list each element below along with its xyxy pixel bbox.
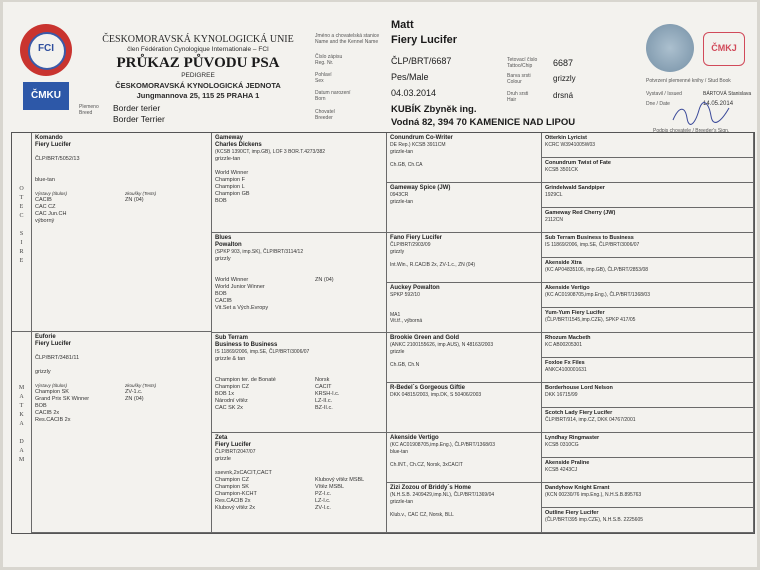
great-grandparent-cell bbox=[387, 283, 542, 333]
show-titles bbox=[35, 190, 125, 225]
title-line: Vítěz MSBL bbox=[315, 484, 345, 490]
label-born: Datum narození Born bbox=[315, 90, 351, 102]
titles-block bbox=[35, 190, 208, 225]
pedigree-line: Vit.Set a Vých.Evropy bbox=[215, 305, 269, 311]
title-line: zkoušky (Tests) bbox=[125, 191, 157, 196]
pedigree-line bbox=[35, 170, 208, 177]
dog-name-line2: Fiery Lucifer bbox=[391, 34, 458, 46]
pedigree-line bbox=[215, 163, 315, 170]
ancestor-name: Brookie Green and Gold bbox=[390, 335, 460, 341]
title-line bbox=[315, 249, 334, 256]
title-line: ZV-I.c. bbox=[315, 505, 331, 511]
great-great-grandparent-cell bbox=[542, 233, 754, 258]
ancestor-name: Sub Terram Business to Business bbox=[545, 235, 634, 241]
ancestor-name: Grindelwald Sandpiper bbox=[545, 185, 605, 191]
dog-birth-date: 04.03.2014 bbox=[391, 88, 437, 98]
grandparent-details bbox=[215, 435, 315, 512]
label-issued: Vystavil / Issued bbox=[646, 91, 682, 97]
side-letter: E bbox=[19, 258, 24, 264]
pedigree-line: World Junior Winner bbox=[215, 284, 265, 290]
great-great-grandparent-cell bbox=[542, 458, 754, 483]
breeder-name: KUBÍK Zbyněk ing. bbox=[391, 104, 477, 115]
pedigree-line: Champion-KCHT bbox=[215, 491, 257, 497]
great-grandparent-cell bbox=[387, 133, 542, 183]
pedigree-line: 1929CL bbox=[545, 192, 563, 198]
pedigree-line: (KC AP04835106, imp.GB), ČLP/BRT/2853/08 bbox=[545, 267, 649, 273]
pedigree-line: Fiery Lucifer bbox=[35, 142, 72, 148]
association-name: ČESKOMORAVSKÁ KYNOLOGICKÁ JEDNOTA bbox=[115, 81, 281, 90]
title-line: ZN (04) bbox=[125, 396, 144, 402]
pedigree-line: 0943CR bbox=[390, 192, 409, 198]
ancestor-name: Gameway Spice (JW) bbox=[390, 185, 451, 191]
title-line bbox=[315, 335, 339, 342]
issued-by: BÁRTOVÁ Stanislava bbox=[703, 91, 752, 97]
pedigree-line: grizzly bbox=[390, 248, 405, 255]
label-reg: Číslo zápisu Reg. Nr. bbox=[315, 54, 343, 66]
title-line: PZ-I.c. bbox=[315, 491, 332, 497]
pedigree-line: Fiery Lucifer bbox=[35, 341, 72, 347]
pedigree-line: Vit.tř., výborná bbox=[390, 318, 423, 324]
ancestor-name: Auckey Powalton bbox=[390, 285, 440, 291]
grandparent-content bbox=[215, 135, 383, 205]
side-letter: A bbox=[19, 394, 24, 400]
pedigree-line bbox=[35, 362, 208, 369]
title-line: Grand Prix SK Winner bbox=[35, 396, 90, 402]
title-line: Res.CACIB 2x bbox=[35, 417, 71, 423]
grandparent-cell bbox=[212, 333, 387, 433]
pedigree-line: IS 11869/2006, imp.SE, ČLP/BRT/3006/07 bbox=[545, 242, 640, 248]
label-name: Jméno a chovatelská stanice Name and the Kennel Name bbox=[315, 33, 380, 45]
great-grandparent-cell bbox=[387, 383, 542, 433]
pedigree-line: grizzly bbox=[215, 256, 231, 262]
ancestor-name: Akenside Vertigo bbox=[545, 285, 590, 291]
pedigree-line: Res.CACIB 2x bbox=[215, 498, 251, 504]
pedigree-line: World Winner bbox=[215, 277, 249, 283]
ancestor-name: Scotch Lady Fiery Lucifer bbox=[545, 410, 613, 416]
pedigree-line: DKK 04815/2003, imp.DK, S 50406/2003 bbox=[390, 392, 482, 398]
pedigree-line: grizzly bbox=[35, 369, 51, 375]
pedigree-line: Champion CZ bbox=[215, 477, 249, 483]
title-line: KRSH-I.c. bbox=[315, 391, 340, 397]
pedigree-line: Powalton bbox=[215, 242, 242, 248]
title-line: LZ-I.c. bbox=[315, 498, 331, 504]
grandparent-cell bbox=[212, 233, 387, 333]
title-line: CACIT bbox=[315, 384, 332, 390]
pedigree-line: KCSB 3501CK bbox=[545, 167, 579, 173]
breeder-address: Vodná 82, 394 70 KAMENICE NAD LIPOU bbox=[391, 117, 576, 128]
title-line bbox=[315, 256, 334, 263]
pedigree-line: SPKP 592/10 bbox=[390, 292, 420, 298]
pedigree-line: Champion F bbox=[215, 177, 245, 183]
great-great-grandparent-cell bbox=[542, 383, 754, 408]
pedigree-line: BOB 1x bbox=[215, 391, 234, 397]
side-letter: R bbox=[19, 249, 24, 255]
title-line: CACIB bbox=[35, 197, 52, 203]
pedigree-line: blue-tan bbox=[35, 177, 55, 183]
ancestor-name: Komando bbox=[35, 135, 63, 141]
test-titles bbox=[125, 190, 156, 225]
pedigree-line: BOB bbox=[215, 198, 227, 204]
grandparent-details bbox=[215, 135, 326, 205]
title-line: BZ-II.c. bbox=[315, 405, 333, 411]
title-line bbox=[315, 463, 364, 470]
pedigree-line: (ČLP/BRT/1545,imp.CZE), SPKP 417/05 bbox=[545, 317, 636, 323]
title-line bbox=[315, 470, 364, 477]
association-address: Jungmannova 25, 115 25 PRAHA 1 bbox=[136, 91, 260, 100]
pedigree-line: CACIB bbox=[215, 298, 232, 304]
document-title: PRŮKAZ PŮVODU PSA bbox=[116, 55, 280, 71]
pedigree-line: ČLP/BRT/914, imp.CZ, DKK 04767/2001 bbox=[545, 417, 636, 423]
great-great-grandparent-cell bbox=[542, 508, 754, 533]
title-line bbox=[315, 456, 364, 463]
pedigree-line: (KCN 00230/76 imp.Eng.), N.H.S.B.895763 bbox=[545, 492, 642, 498]
pedigree-line bbox=[35, 149, 208, 156]
pedigree-line: DE Rep.) KCSB 3911CM bbox=[390, 142, 446, 148]
pedigree-line: grizzle-tan bbox=[390, 198, 414, 205]
side-letter: A bbox=[19, 421, 24, 427]
title-line bbox=[315, 442, 364, 449]
dog-name-line1: Matt bbox=[391, 19, 414, 31]
pedigree-line: Klub.v., CAC CZ, Norsk, BLL bbox=[390, 511, 454, 518]
pedigree-line: ANKC4100001631 bbox=[545, 367, 587, 373]
ancestor-name: Foxloe Fx Files bbox=[545, 360, 585, 366]
pedigree-line: (KC AC01908705,imp.Eng.), ČLP/BRT/1368/03 bbox=[545, 292, 650, 298]
side-letter: T bbox=[19, 403, 24, 409]
issue-date: 14.05.2014 bbox=[703, 101, 734, 107]
pedigree-line: KC AB00205301 bbox=[545, 342, 582, 348]
title-line bbox=[315, 263, 334, 270]
great-great-grandparent-cell bbox=[542, 133, 754, 158]
title-line bbox=[315, 342, 339, 349]
title-line: Klubový vítěz MSBL bbox=[315, 477, 365, 483]
great-great-grandparent-cell bbox=[542, 208, 754, 233]
breeder-signature bbox=[671, 101, 734, 126]
pedigree-line: Klubový vítěz 2x bbox=[215, 505, 256, 511]
title-line: výborný bbox=[35, 218, 55, 224]
pedigree-line: ČLP/BRT/3481/11 bbox=[35, 355, 80, 361]
ancestor-name: Dandyhow Knight Errant bbox=[545, 485, 610, 491]
side-letter: S bbox=[19, 231, 24, 237]
stud-book-hologram bbox=[646, 24, 694, 72]
pedigree-line: blue-tan bbox=[390, 448, 409, 455]
pedigree-line: grizzle-tan bbox=[215, 156, 241, 162]
title-line: Champion SK bbox=[35, 389, 69, 395]
label-hair: Druh srsti Hair bbox=[507, 91, 529, 103]
ancestor-name: Akenside Xtra bbox=[545, 260, 582, 266]
dog-sex: Pes/Male bbox=[391, 72, 429, 82]
pedigree-line: ssevnk,2xCACIT,CACT bbox=[215, 470, 272, 476]
label-breeder: Chovatel Breeder bbox=[315, 109, 335, 121]
great-great-grandparent-cell bbox=[542, 433, 754, 458]
pedigree-line bbox=[215, 263, 315, 270]
ancestor-name: Lyndhay Ringmaster bbox=[545, 435, 600, 441]
great-grandparent-cell bbox=[387, 233, 542, 283]
great-grandparent-cell bbox=[387, 433, 542, 483]
pedigree-line: BOB bbox=[215, 291, 227, 297]
grandparent-details bbox=[215, 335, 315, 412]
pedigree-line: grizzle bbox=[390, 348, 405, 355]
breed-en: Border Terrier bbox=[113, 114, 165, 124]
side-sire bbox=[12, 133, 32, 332]
pedigree-line: grizzle-tan bbox=[390, 498, 414, 505]
pedigree-line bbox=[35, 348, 208, 355]
ancestor-name: Euforie bbox=[35, 334, 56, 340]
dog-color: grizzly bbox=[553, 74, 576, 83]
pedigree-line: Business to Business bbox=[215, 342, 278, 348]
official-stamp: ČMKJ bbox=[703, 32, 745, 66]
title-line: CAC Jun.CH bbox=[35, 211, 67, 217]
ancestor-name: Zeta bbox=[215, 435, 228, 441]
side-letter: M bbox=[18, 457, 25, 463]
side-letter: T bbox=[19, 195, 24, 201]
label-tattoo: Tetovací číslo Tattoo/Chip bbox=[507, 57, 538, 69]
great-grandparent-cell bbox=[387, 183, 542, 233]
great-great-grandparent-cell bbox=[542, 333, 754, 358]
ancestor-name: Otterkin Lyricist bbox=[545, 135, 587, 141]
title-line: Norsk bbox=[315, 377, 330, 383]
side-letter: M bbox=[18, 385, 25, 391]
grandparent-content bbox=[215, 335, 383, 412]
great-grandparent-cell bbox=[387, 483, 542, 533]
great-great-grandparent-cell bbox=[542, 358, 754, 383]
pedigree-line bbox=[215, 270, 315, 277]
pedigree-line: Ch.GB, Ch.N bbox=[390, 361, 420, 368]
title-line: ZN (04) bbox=[315, 277, 334, 283]
dog-reg-number: ČLP/BRT/6687 bbox=[391, 56, 452, 66]
ancestor-name: Akenside Vertigo bbox=[390, 435, 439, 441]
side-letter: K bbox=[19, 412, 24, 418]
label-stud-book: Potvrzení plemenné knihy / Stud Book bbox=[646, 78, 731, 84]
cmku-logo: ČMKU bbox=[23, 82, 69, 110]
titles-block bbox=[35, 382, 208, 424]
pedigree-line: DKK 16715/99 bbox=[545, 392, 578, 398]
grandparent-titles bbox=[315, 235, 334, 312]
pedigree-line: ČLP/BRT/2047/07 bbox=[215, 449, 256, 455]
ancestor-name: Outline Fiery Lucifer bbox=[545, 510, 599, 516]
pedigree-line bbox=[35, 163, 208, 170]
document-subtitle: PEDIGREE bbox=[181, 72, 215, 79]
pedigree-line: CAC SK 2x bbox=[215, 405, 243, 411]
side-letter: I bbox=[20, 240, 23, 246]
title-line bbox=[315, 363, 339, 370]
pedigree-line: Champion SK bbox=[215, 484, 249, 490]
pedigree-line: Champion CZ bbox=[215, 384, 249, 390]
ancestor-name: Gameway bbox=[215, 135, 244, 141]
side-letter: A bbox=[19, 448, 24, 454]
pedigree-document bbox=[3, 2, 757, 567]
ancestor-name: Zizi Zozou of Briddy´s Home bbox=[390, 485, 471, 491]
title-line bbox=[315, 449, 364, 456]
great-great-grandparent-cell bbox=[542, 483, 754, 508]
pedigree-line bbox=[215, 363, 315, 370]
title-line bbox=[315, 270, 334, 277]
title-line bbox=[315, 435, 364, 442]
ancestor-name: Akenside Praline bbox=[545, 460, 590, 466]
great-great-grandparent-cell bbox=[542, 158, 754, 183]
title-line bbox=[315, 356, 339, 363]
grandparent-content bbox=[215, 235, 383, 312]
pedigree-line: ČLP/BRT/5052/13 bbox=[35, 156, 80, 162]
ancestor-name: Blues bbox=[215, 235, 232, 241]
title-line bbox=[315, 349, 339, 356]
side-letter bbox=[12, 221, 31, 230]
pedigree-line: (KC AC01908705,imp.Eng.), ČLP/BRT/1368/03 bbox=[390, 442, 495, 448]
pedigree-line: KCRC W3941005W03 bbox=[545, 142, 596, 148]
pedigree-line: Champion GB bbox=[215, 191, 250, 197]
title-line: zkoušky (Tests) bbox=[125, 383, 157, 388]
show-titles bbox=[35, 382, 125, 424]
pedigree-line: grizzle bbox=[215, 456, 231, 462]
pedigree-line: Národní vítěz bbox=[215, 398, 248, 404]
side-letter: E bbox=[19, 204, 24, 210]
pedigree-line: Fiery Lucifer bbox=[215, 442, 252, 448]
pedigree-line: 2112CN bbox=[545, 217, 563, 223]
grandparent-cell bbox=[212, 433, 387, 533]
pedigree-line: (N.H.S.B. 2409429,imp.NL), ČLP/BRT/1369/04 bbox=[390, 492, 495, 498]
ancestor-name: Fano Fiery Lucifer bbox=[390, 235, 443, 241]
pedigree-line: Charles Dickens bbox=[215, 142, 262, 148]
title-line: ZV-1.c. bbox=[125, 389, 143, 395]
title-line: Výstavy (títulos) bbox=[35, 383, 68, 388]
club-title: ČESKOMORAVSKÁ KYNOLOGICKÁ UNIE bbox=[102, 34, 294, 45]
fci-logo: FCI bbox=[20, 24, 72, 76]
grandparent-titles bbox=[315, 435, 364, 512]
title-line bbox=[315, 242, 334, 249]
title-line: BOB bbox=[35, 403, 47, 409]
club-subtitle: člen Fédération Cynologique Internationale – FCI bbox=[127, 46, 269, 53]
breed-cz: Border terier bbox=[113, 103, 161, 113]
pedigree-line: KCSB 4243CJ bbox=[545, 467, 578, 473]
pedigree-line: Ch.GB, Ch.CA bbox=[390, 161, 423, 168]
pedigree-line: Champion ter. de Bonaté bbox=[215, 377, 276, 383]
dam-cell bbox=[32, 332, 212, 533]
pedigree-line: IS 11869/2006, imp.SE, ČLP/BRT/3006/07 bbox=[215, 349, 310, 355]
pedigree-line: MA1 bbox=[390, 311, 401, 318]
title-line: ZN (04) bbox=[125, 197, 144, 203]
pedigree-line bbox=[215, 370, 315, 377]
title-line bbox=[315, 235, 334, 242]
pedigree-line: (ANKC 2100155626, imp.AUS), N 48163/2003 bbox=[390, 342, 494, 348]
breed-label: Plemeno Breed bbox=[79, 104, 99, 116]
pedigree-line: ČLP/BRT/2903/09 bbox=[390, 242, 431, 248]
great-grandparent-cell bbox=[387, 333, 542, 383]
label-sex: Pohlaví Sex bbox=[315, 72, 332, 84]
grandparent-titles bbox=[315, 335, 339, 412]
ancestor-name: Conundrum Co-Writer bbox=[390, 135, 453, 141]
ancestor-name: Conundrum Twist of Fate bbox=[545, 160, 611, 166]
grandparent-cell bbox=[212, 133, 387, 233]
pedigree-line bbox=[215, 463, 315, 470]
ancestor-name: Borderhouse Lord Nelson bbox=[545, 385, 613, 391]
label-date: Dne / Date bbox=[646, 101, 670, 107]
title-line: CACIB 2x bbox=[35, 410, 60, 416]
dog-hair: drsná bbox=[553, 91, 574, 100]
title-line: Výstavy (títulos) bbox=[35, 191, 68, 196]
ancestor-name: Gameway Red Cherry (JW) bbox=[545, 210, 616, 216]
title-line: CAC CZ bbox=[35, 204, 56, 210]
side-letter: O bbox=[19, 186, 24, 192]
side-dam bbox=[12, 332, 32, 533]
pedigree-line: Int.Win., R.CACIB 2x, ZV-1.c., ZN (04) bbox=[390, 261, 476, 268]
great-great-grandparent-cell bbox=[542, 183, 754, 208]
great-great-grandparent-cell bbox=[542, 408, 754, 433]
ancestor-name: Yum-Yum Fiery Lucifer bbox=[545, 310, 605, 316]
sire-cell bbox=[32, 133, 212, 332]
side-letter bbox=[12, 429, 31, 438]
ancestor-name: R-Bedel´s Gorgeous Giftie bbox=[390, 385, 466, 391]
pedigree-line: KCSB 0310CG bbox=[545, 442, 579, 448]
side-letter: D bbox=[19, 439, 24, 445]
side-letter: C bbox=[19, 213, 24, 219]
pedigree-grid bbox=[11, 132, 755, 534]
pedigree-line: grizzle-tan bbox=[390, 148, 414, 155]
title-line: LZ-II.c. bbox=[315, 398, 333, 404]
grandparent-content bbox=[215, 435, 383, 512]
pedigree-line: (KCSB 1390CT, imp.GB), LOF 3 BOR.T.4273/382 bbox=[215, 149, 326, 155]
title-line bbox=[315, 370, 339, 377]
dog-tattoo: 6687 bbox=[553, 58, 574, 68]
pedigree-line: grizzle & tan bbox=[215, 356, 246, 362]
great-great-grandparent-cell bbox=[542, 308, 754, 333]
pedigree-line: World Winner bbox=[215, 170, 249, 176]
pedigree-line: (ČLP/BRT/395 imp.CZE), N.H.S.B. 2225605 bbox=[545, 517, 644, 523]
pedigree-line: (SPKP 903, imp.SK), ČLP/BRT/3114/12 bbox=[215, 249, 304, 255]
great-great-grandparent-cell bbox=[542, 283, 754, 308]
ancestor-name: Rhozum Macbeth bbox=[545, 335, 591, 341]
pedigree-line: Ch.INT., Ch.CZ, Norsk, 3xCACIT bbox=[390, 461, 463, 468]
pedigree-line: Champion L bbox=[215, 184, 245, 190]
grandparent-details bbox=[215, 235, 315, 312]
ancestor-name: Sub Terram bbox=[215, 335, 248, 341]
test-titles bbox=[125, 382, 156, 424]
great-great-grandparent-cell bbox=[542, 258, 754, 283]
label-color: Barva srsti Colour bbox=[507, 73, 531, 85]
label-signature: Podpis chovatele / Breeder's Sign. bbox=[653, 128, 730, 134]
